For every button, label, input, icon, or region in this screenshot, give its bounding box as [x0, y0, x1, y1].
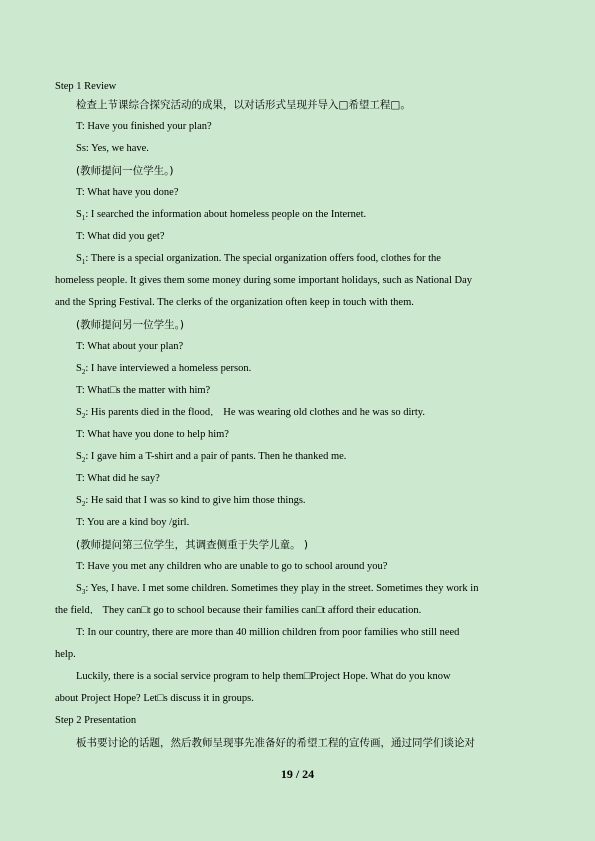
dialogue-line: T: Have you finished your plan? [76, 121, 212, 132]
speaker-label: S [76, 209, 82, 220]
stage-note: (教师提问第三位学生，其调查侧重于失学儿童。 ) [76, 539, 309, 551]
paragraph: 检查上节课综合探究活动的成果，以对话形式呈现并导入□希望工程□。 [76, 99, 411, 111]
dialogue-text: There is a special organization. The special organization offers food, clothes for the [90, 253, 441, 264]
speaker-subscript: 2 [81, 368, 86, 377]
dialogue-text: He said that I was so kind to give him those things. [90, 495, 306, 506]
dialogue-continuation: the field． They can□t go to school because their families can□t afford their education. [55, 605, 422, 616]
dialogue-continuation: and the Spring Festival. The clerks of the organization often keep in touch with them. [55, 297, 414, 308]
paragraph: 板书要讨论的话题，然后教师呈现事先准备好的希望工程的宣传画，通过同学们谈论对 [76, 737, 475, 749]
speaker-subscript: 2 [81, 412, 86, 421]
speaker-separator: : [85, 495, 91, 506]
speaker-separator: : [85, 451, 91, 462]
speaker-subscript: 2 [81, 500, 86, 509]
speaker-subscript: 2 [81, 456, 86, 465]
dialogue-line [55, 252, 535, 266]
speaker-separator: : [85, 363, 91, 374]
dialogue-line [55, 582, 535, 596]
speaker-label: S [76, 495, 82, 506]
speaker-subscript: 1 [81, 214, 86, 223]
dialogue-line: T: What did you get? [76, 231, 165, 242]
dialogue-continuation: help. [55, 649, 76, 660]
dialogue-line: T: Have you met any children who are unable to go to school around you? [76, 561, 388, 572]
dialogue-line: T: What have you done? [76, 187, 179, 198]
dialogue-line [55, 450, 535, 464]
dialogue-line: T: What did he say? [76, 473, 160, 484]
dialogue-continuation: homeless people. It gives them some money during some important holidays, such as National Day [55, 275, 473, 286]
speaker-label: S [76, 407, 82, 418]
document-body [55, 80, 535, 750]
stage-note: (教师提问另一位学生。) [76, 319, 184, 331]
stage-note: (教师提问一位学生。) [76, 165, 174, 177]
dialogue-text: Yes, I have. I met some children. Sometimes they play in the street. Sometimes they work in [90, 583, 479, 594]
dialogue-line: T: What have you done to help him? [76, 429, 229, 440]
paragraph-continuation: about Project Hope? Let□s discuss it in groups. [55, 693, 254, 704]
dialogue-line [55, 362, 535, 376]
speaker-label: S [76, 583, 82, 594]
speaker-label: S [76, 253, 82, 264]
dialogue-line: T: You are a kind boy /girl. [76, 517, 190, 528]
dialogue-line [55, 208, 535, 222]
speaker-subscript: 3 [81, 588, 86, 597]
section-heading-step2: Step 2 Presentation [55, 715, 137, 726]
page-number: 19 / 24 [280, 767, 315, 781]
speaker-separator: : [85, 253, 91, 264]
speaker-label: S [76, 451, 82, 462]
dialogue-line: Ss: Yes, we have. [76, 143, 149, 154]
dialogue-line: T: In our country, there are more than 40 million children from poor families who still need [76, 627, 460, 638]
speaker-separator: : [85, 407, 91, 418]
dialogue-line: T: What about your plan? [76, 341, 184, 352]
dialogue-text: I searched the information about homeless people on the Internet. [90, 209, 367, 220]
dialogue-line: T: What□s the matter with him? [76, 385, 211, 396]
section-heading-step1: Step 1 Review [55, 81, 117, 92]
dialogue-text: I gave him a T-shirt and a pair of pants. Then he thanked me. [90, 451, 347, 462]
speaker-separator: : [85, 209, 91, 220]
paragraph: Luckily, there is a social service program to help them□Project Hope. What do you know [76, 671, 451, 682]
dialogue-text: His parents died in the flood． He was wearing old clothes and he was so dirty. [90, 407, 425, 418]
dialogue-text: I have interviewed a homeless person. [90, 363, 252, 374]
speaker-separator: : [85, 583, 91, 594]
dialogue-line [55, 406, 535, 420]
dialogue-line [55, 494, 535, 508]
speaker-subscript: 1 [81, 258, 86, 267]
speaker-label: S [76, 363, 82, 374]
